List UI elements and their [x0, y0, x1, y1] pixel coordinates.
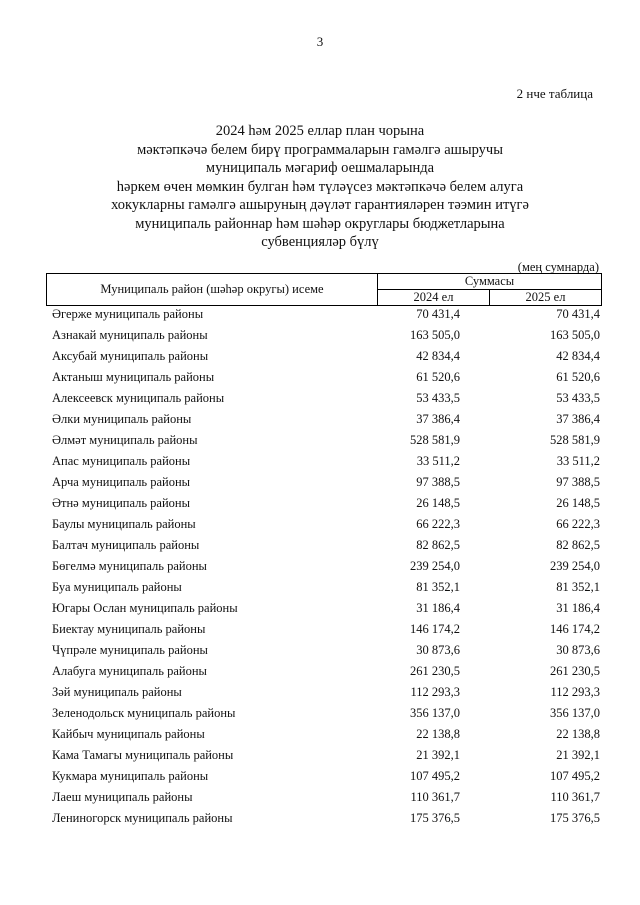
- district-name: Актаныш муниципаль районы: [52, 370, 215, 384]
- district-name: Лениногорск муниципаль районы: [52, 811, 233, 825]
- amount-2024: 33 511,2: [416, 454, 460, 468]
- unit-note: (мең сумнарда): [517, 260, 599, 274]
- amount-2025: 97 388,5: [556, 475, 600, 489]
- table-row: [52, 640, 604, 661]
- amount-2024: 42 834,4: [416, 349, 460, 363]
- district-name: Бөгелмә муниципаль районы: [52, 559, 207, 573]
- amount-2024: 81 352,1: [416, 580, 460, 594]
- amount-2024: 146 174,2: [410, 622, 460, 636]
- table-row: [52, 619, 604, 640]
- district-name: Алексеевск муниципаль районы: [52, 391, 225, 405]
- district-name: Аксубай муниципаль районы: [52, 349, 209, 363]
- amount-2024: 31 186,4: [416, 601, 460, 615]
- amount-2025: 81 352,1: [556, 580, 600, 594]
- amount-2024: 528 581,9: [410, 433, 460, 447]
- district-name: Зеленодольск муниципаль районы: [52, 706, 236, 720]
- amount-2024: 66 222,3: [416, 517, 460, 531]
- amount-2024: 37 386,4: [416, 412, 460, 426]
- amount-2025: 30 873,6: [556, 643, 600, 657]
- amount-2024: 107 495,2: [410, 769, 460, 783]
- amount-2024: 110 361,7: [410, 790, 460, 804]
- table-row: [52, 535, 604, 556]
- amount-2024: 82 862,5: [416, 538, 460, 552]
- amount-2025: 42 834,4: [556, 349, 600, 363]
- amount-2025: 163 505,0: [550, 328, 600, 342]
- table-row: [52, 682, 604, 703]
- title-line: хокукларны гамәлгә ашыруның дәүләт гарантияләрен тәэмин итүгә: [111, 197, 529, 213]
- table-row: [52, 703, 604, 724]
- district-name: Азнакай муниципаль районы: [52, 328, 208, 342]
- table-row: [52, 787, 604, 808]
- amount-2025: 107 495,2: [550, 769, 600, 783]
- district-name: Баулы муниципаль районы: [52, 517, 196, 531]
- amount-2025: 61 520,6: [556, 370, 600, 384]
- district-name: Балтач муниципаль районы: [52, 538, 200, 552]
- table-row: [52, 304, 604, 325]
- amount-2025: 31 186,4: [556, 601, 600, 615]
- table-row: [52, 472, 604, 493]
- amount-2025: 21 392,1: [556, 748, 600, 762]
- amount-2025: 112 293,3: [550, 685, 600, 699]
- amount-2024: 22 138,8: [416, 727, 460, 741]
- amount-2025: 22 138,8: [556, 727, 600, 741]
- table-header: [46, 273, 602, 306]
- document-title: [80, 122, 560, 252]
- district-name: Буа муниципаль районы: [52, 580, 182, 594]
- district-name: Чүпрәле муниципаль районы: [52, 643, 208, 657]
- table-body: [52, 304, 604, 829]
- table-row: [52, 724, 604, 745]
- district-name: Арча муниципаль районы: [52, 475, 191, 489]
- district-name: Алабуга муниципаль районы: [52, 664, 207, 678]
- table-row: [52, 598, 604, 619]
- amount-2024: 30 873,6: [416, 643, 460, 657]
- header-name-column: Муниципаль район (шәһәр округы) исеме: [47, 274, 378, 305]
- district-name: Зәй муниципаль районы: [52, 685, 182, 699]
- amount-2024: 97 388,5: [416, 475, 460, 489]
- amount-2024: 175 376,5: [410, 811, 460, 825]
- amount-2025: 33 511,2: [556, 454, 600, 468]
- district-name: Әгерже муниципаль районы: [52, 307, 204, 321]
- amount-2024: 112 293,3: [410, 685, 460, 699]
- table-row: [52, 367, 604, 388]
- table-row: [52, 745, 604, 766]
- table-row: [52, 493, 604, 514]
- amount-2024: 61 520,6: [416, 370, 460, 384]
- district-name: Югары Ослан муниципаль районы: [52, 601, 238, 615]
- amount-2025: 110 361,7: [550, 790, 600, 804]
- page-number: 3: [316, 34, 324, 49]
- amount-2025: 53 433,5: [556, 391, 600, 405]
- amount-2025: 66 222,3: [556, 517, 600, 531]
- amount-2025: 82 862,5: [556, 538, 600, 552]
- district-name: Кукмара муниципаль районы: [52, 769, 209, 783]
- district-name: Әлмәт муниципаль районы: [52, 433, 198, 447]
- amount-2024: 261 230,5: [410, 664, 460, 678]
- amount-2024: 21 392,1: [416, 748, 460, 762]
- district-name: Әлки муниципаль районы: [52, 412, 192, 426]
- district-name: Апас муниципаль районы: [52, 454, 191, 468]
- table-row: [52, 514, 604, 535]
- district-name: Кайбыч муниципаль районы: [52, 727, 205, 741]
- table-row: [52, 430, 604, 451]
- amount-2025: 356 137,0: [550, 706, 600, 720]
- header-year-2024: 2024 ел: [378, 290, 490, 305]
- title-line: муниципаль районнар һәм шәһәр округлары бюджетларына: [135, 215, 505, 232]
- amount-2025: 239 254,0: [550, 559, 600, 573]
- table-row: [52, 409, 604, 430]
- amount-2025: 261 230,5: [550, 664, 600, 678]
- table-row: [52, 325, 604, 346]
- table-row: [52, 808, 604, 829]
- district-name: Әтнә муниципаль районы: [52, 496, 191, 510]
- title-line: мәктәпкәчә белем бирү программаларын гамәлгә ашыручы: [137, 141, 503, 158]
- table-row: [52, 388, 604, 409]
- amount-2024: 356 137,0: [410, 706, 460, 720]
- amount-2024: 26 148,5: [416, 496, 460, 510]
- table-label: 2 нче таблица: [516, 86, 593, 101]
- amount-2024: 239 254,0: [410, 559, 460, 573]
- district-name: Лаеш муниципаль районы: [52, 790, 193, 804]
- header-year-2025: 2025 ел: [525, 290, 566, 304]
- table-row: [52, 766, 604, 787]
- table-row: [52, 577, 604, 598]
- amount-2025: 37 386,4: [556, 412, 600, 426]
- title-line: муниципаль мәгариф оешмаларында: [205, 160, 435, 176]
- table-row: [52, 661, 604, 682]
- amount-2024: 163 505,0: [410, 328, 460, 342]
- district-name: Кама Тамагы муниципаль районы: [52, 748, 234, 762]
- title-line: субвенцияләр бүлү: [261, 234, 379, 250]
- amount-2025: 26 148,5: [556, 496, 600, 510]
- title-line: һәркем өчен мөмкин булган һәм түләүсез мәктәпкәчә белем алуга: [116, 178, 524, 195]
- table-row: [52, 346, 604, 367]
- title-line: 2024 һәм 2025 еллар план чорына: [215, 123, 425, 139]
- amount-2025: 70 431,4: [556, 307, 600, 321]
- amount-2024: 70 431,4: [416, 307, 460, 321]
- amount-2025: 528 581,9: [550, 433, 600, 447]
- amount-2025: 146 174,2: [550, 622, 600, 636]
- amount-2024: 53 433,5: [416, 391, 460, 405]
- amount-2025: 175 376,5: [550, 811, 600, 825]
- district-name: Биектау муниципаль районы: [52, 622, 206, 636]
- table-row: [52, 451, 604, 472]
- table-row: [52, 556, 604, 577]
- header-sum-column: Суммасы: [378, 274, 601, 290]
